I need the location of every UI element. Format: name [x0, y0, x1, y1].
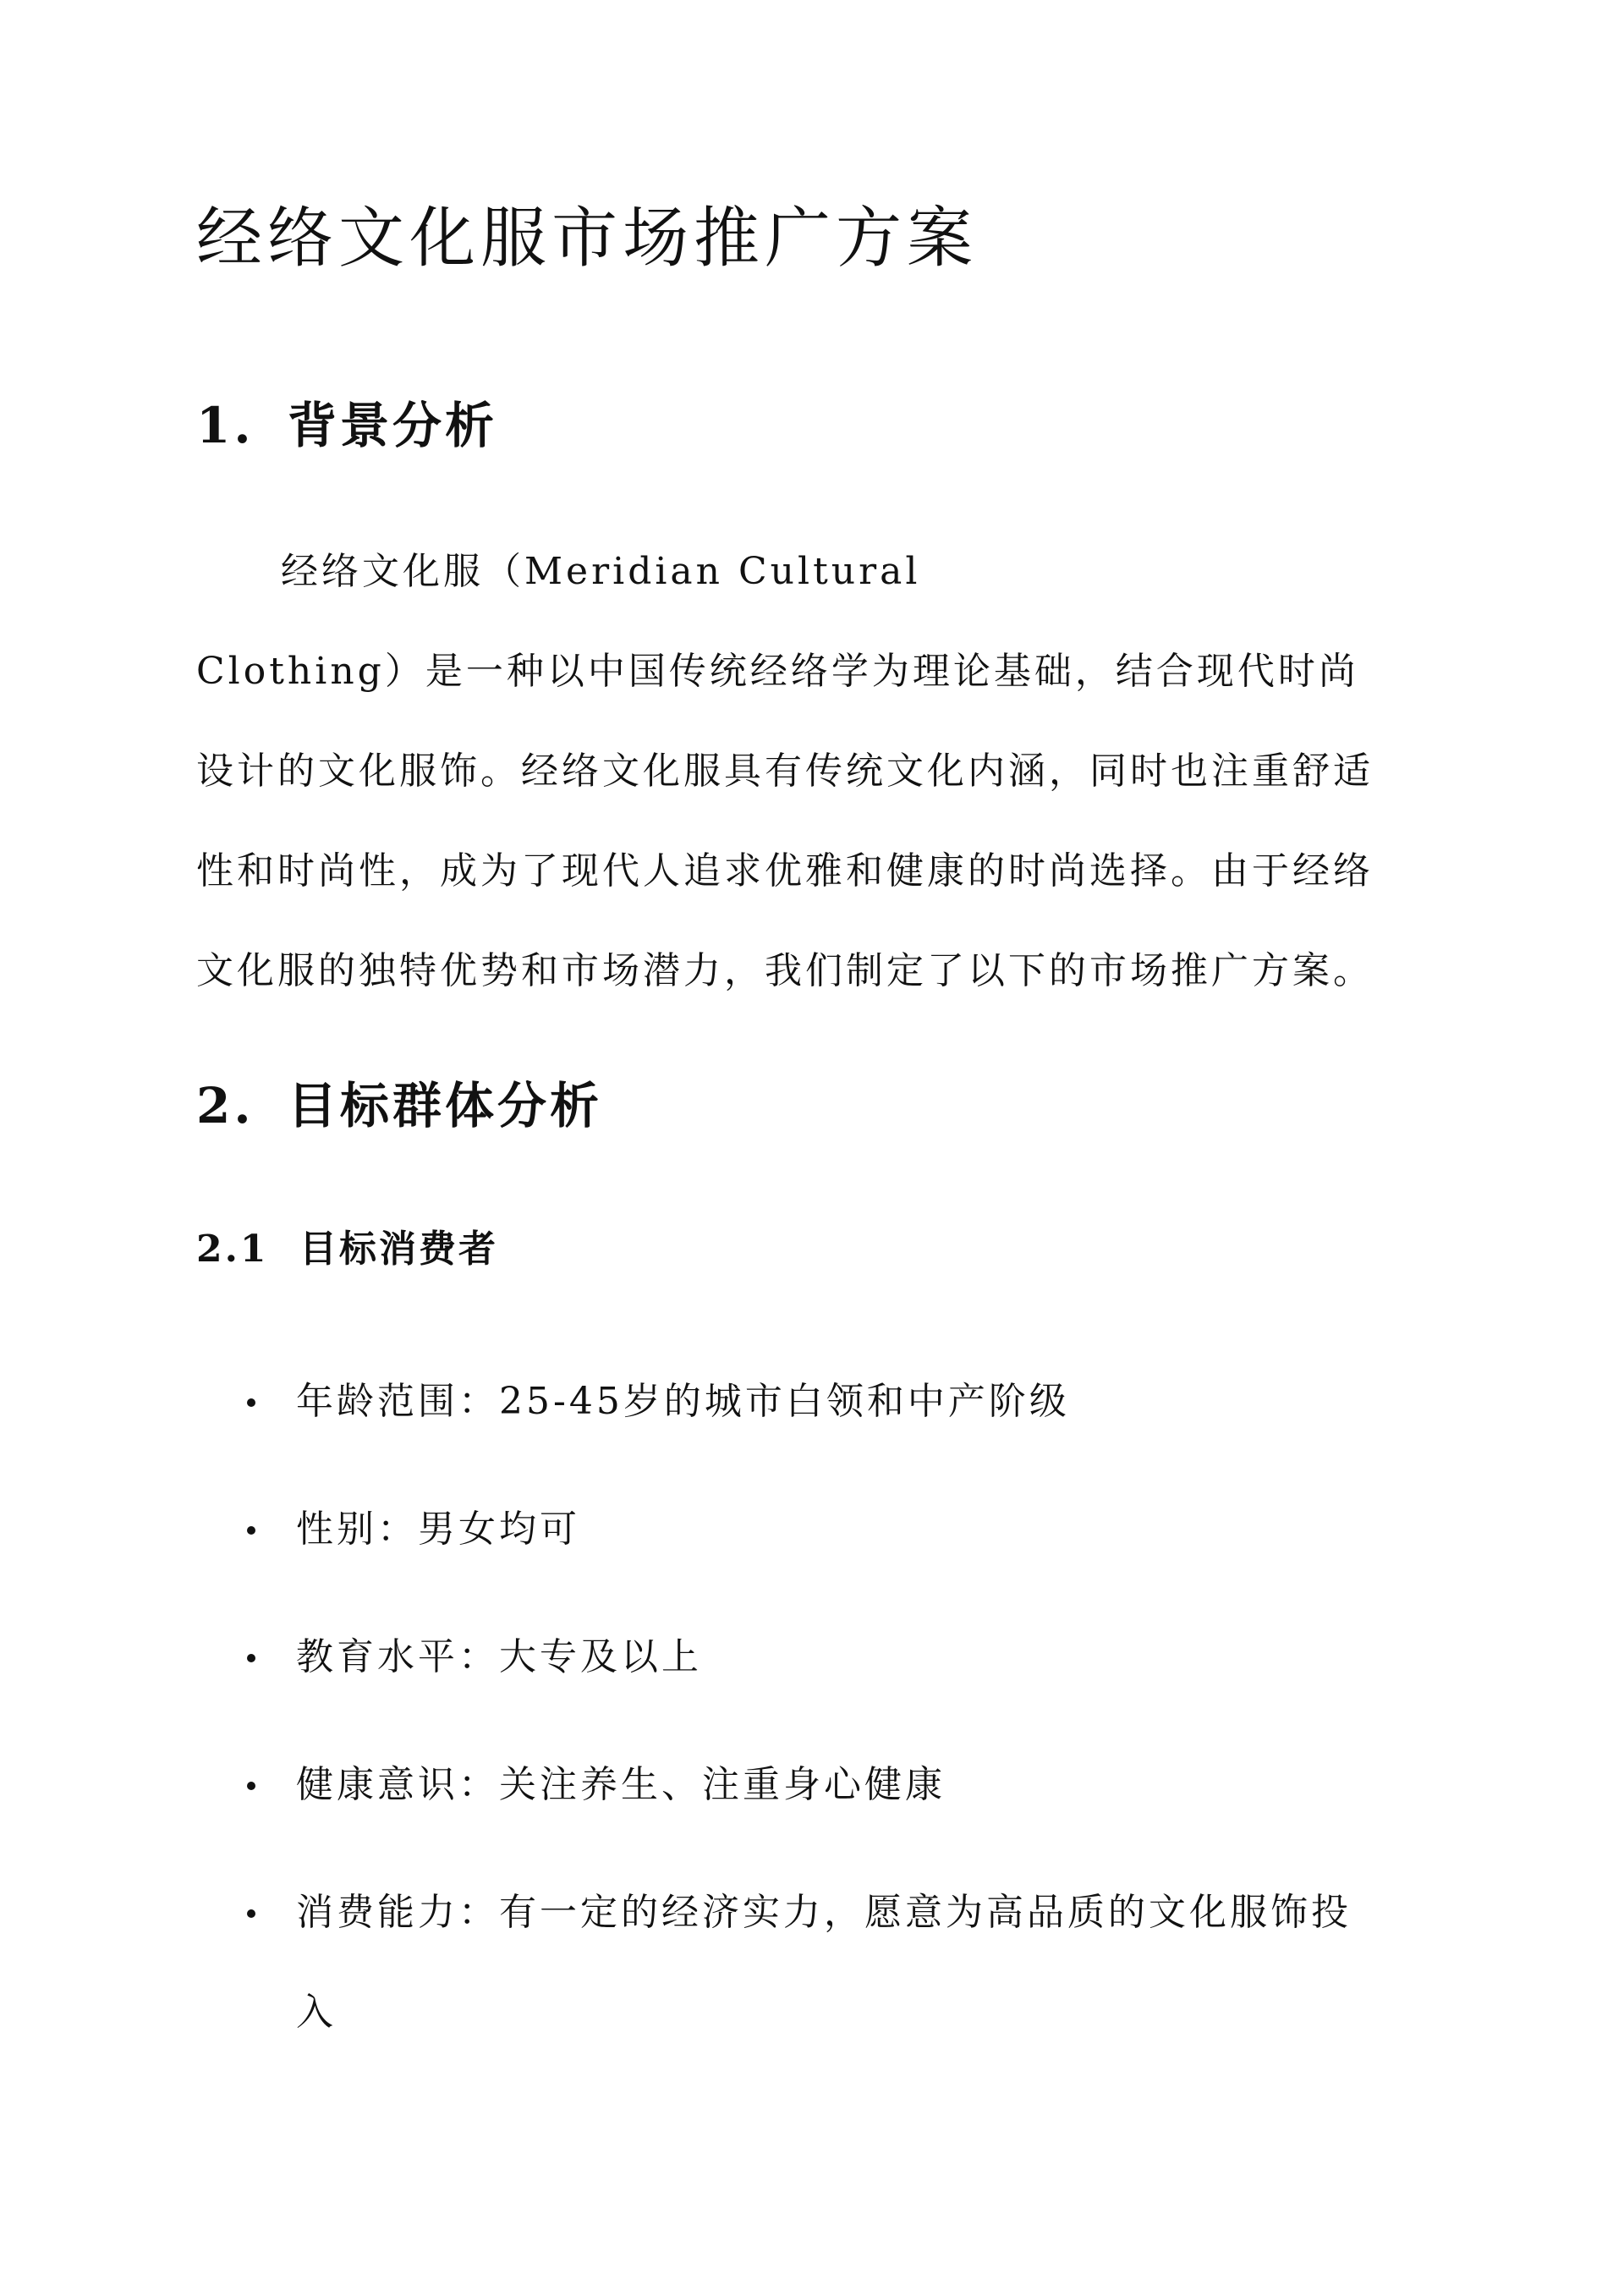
section-title: 目标群体分析: [288, 1077, 603, 1134]
list-item-text: 消费能力：有一定的经济实力，愿意为高品质的文化服饰投: [296, 1891, 1352, 1934]
target-consumer-list: [196, 1352, 1565, 2090]
subsection-number: 2.1: [196, 1228, 269, 1271]
bullet-dot-icon: [247, 1526, 255, 1535]
paragraph-line: 文化服的独特优势和市场潜力，我们制定了以下的市场推广方案。: [196, 949, 1374, 992]
list-item-text: 健康意识：关注养生、注重身心健康: [296, 1763, 946, 1806]
section-number: 2.: [196, 1077, 255, 1134]
list-item: [196, 1607, 1565, 1707]
bullet-dot-icon: [247, 1398, 255, 1407]
list-item-text: 教育水平：大专及以上: [296, 1635, 702, 1678]
list-item: [196, 1863, 1565, 2063]
paragraph-line: Clothing）是一种以中国传统经络学为理论基础，结合现代时尚: [196, 650, 1359, 693]
background-paragraph: [196, 522, 1465, 1021]
bullet-dot-icon: [247, 1909, 255, 1918]
section-heading-background: [196, 392, 497, 459]
list-item-text: 性别：男女均可: [296, 1508, 580, 1551]
bullet-dot-icon: [247, 1654, 255, 1662]
subsection-heading-target-consumers: [196, 1224, 498, 1275]
list-item: [196, 1480, 1565, 1579]
section-title: 背景分析: [288, 397, 498, 454]
list-item-text: 年龄范围：25-45岁的城市白领和中产阶级: [296, 1380, 1070, 1423]
document-title: 经络文化服市场推广方案: [196, 200, 979, 277]
list-item-continuation: 入: [296, 1991, 337, 2034]
list-item: [196, 1352, 1565, 1452]
paragraph-line: 经络文化服（Meridian Cultural: [281, 550, 921, 593]
paragraph-line: 设计的文化服饰。经络文化服具有传统文化内涵，同时也注重舒适: [196, 750, 1374, 793]
subsection-title: 目标消费者: [299, 1228, 498, 1271]
bullet-dot-icon: [247, 1782, 255, 1790]
list-item: [196, 1735, 1565, 1835]
section-heading-target-group: [196, 1072, 602, 1140]
paragraph-line: 性和时尚性，成为了现代人追求优雅和健康的时尚选择。由于经络: [196, 849, 1374, 893]
section-number: 1.: [196, 397, 255, 454]
